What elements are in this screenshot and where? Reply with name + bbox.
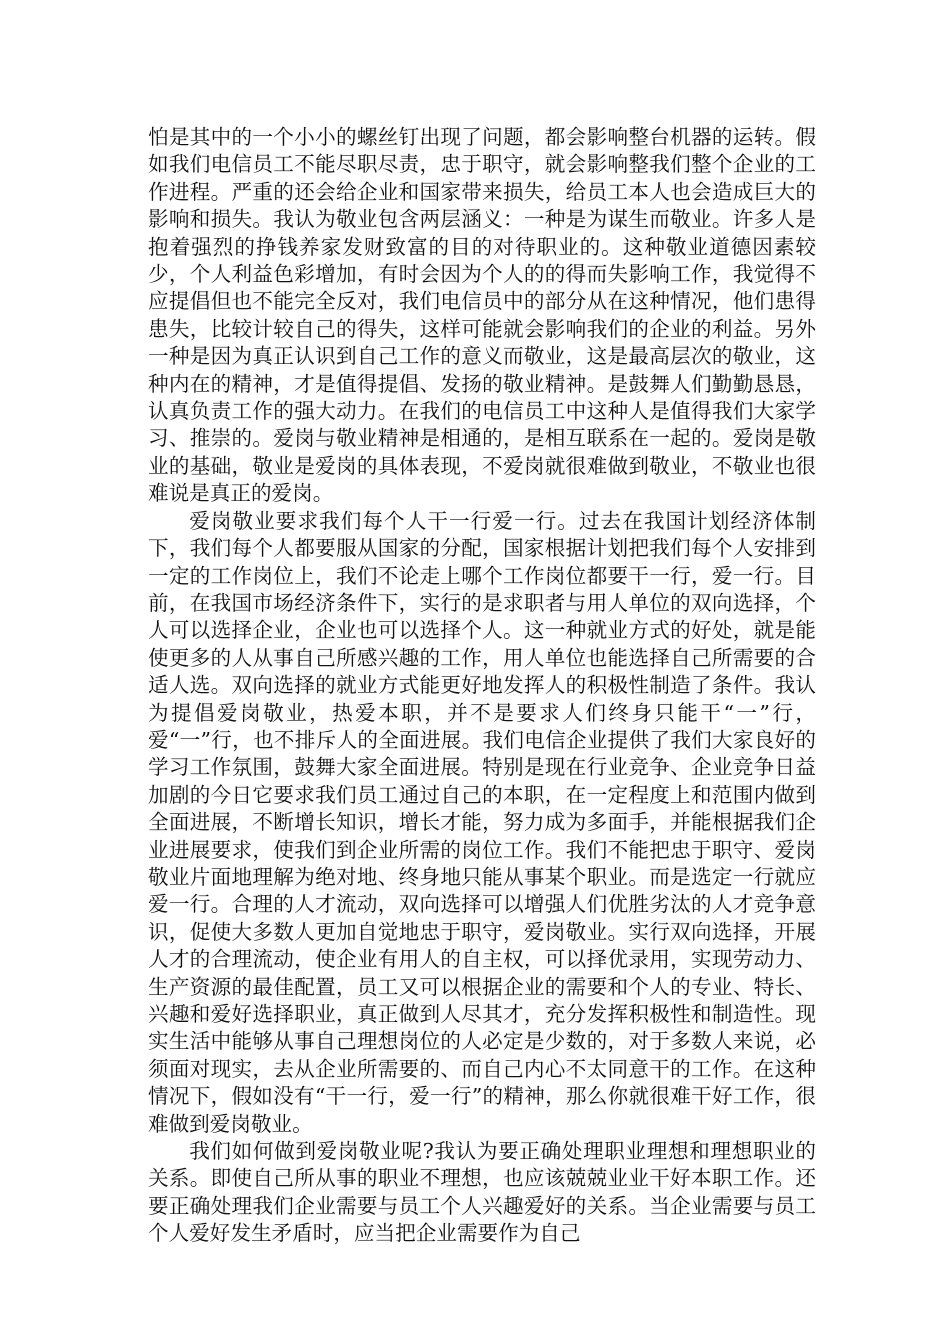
paragraph-2: 爱岗敬业要求我们每个人干一行爱一行。过去在我国计划经济体制下，我们每个人都要服从国家的分配，国家根据计划把我们每个人安排到一定的工作岗位上，我们不论走上哪个工作岗位都要干一行，爱一行。目前，在我国市场经济条件下，实行的是求职者与用人单位的双向选择，个人可以选择企业，企业也可以选择个人。这一种就业方式的好处，就是能使更多的人从事自己所感兴趣的工作，用人单位也能选择自己所需要的合适人选。双向选择的就业方式能更好地发挥人的积极性制造了条件。我认为提倡爱岗敬业，热爱本职，并不是要求人们终身只能干“一”行，爱“一”行，也不排斥人的全面进展。我们电信企业提供了我们大家良好的学习工作氛围，鼓舞大家全面进展。特别是现在行业竞争、企业竞争日益加剧的今日它要求我们员工通过自己的本职，在一定程度上和范围内做到全面进展，不断增长知识，增长才能，努力成为多面手，并能根据我们企业进展要求，使我们到企业所需的岗位工作。我们不能把忠于职守、爱岗敬业片面地理解为绝对地、终身地只能从事某个职业。而是选定一行就应爱一行。合理的人才流动，双向选择可以增强人们优胜劣汰的人才竞争意识，促使大多数人更加自觉地忠于职守，爱岗敬业。实行双向选择，开展人才的合理流动，使企业有用人的自主权，可以择优录用，实现劳动力、生产资源的最佳配置，员工又可以根据企业的需要和个人的专业、特长、兴趣和爱好选择职业，真正做到人尽其才，充分发挥积极性和制造性。现实生活中能够从事自己理想岗位的人必定是少数的，对于多数人来说，必须面对现实，去从企业所需要的、而自己内心不太同意干的工作。在这种情况下，假如没有“干一行，爱一行”的精神，那么你就很难干好工作，很难做到爱岗敬业。 — [148, 508, 816, 1136]
paragraph-3: 我们如何做到爱岗敬业呢?我认为要正确处理职业理想和理想职业的关系。即使自己所从事的职业不理想，也应该兢兢业业干好本职工作。还要正确处理我们企业需要与员工个人兴趣爱好的关系。当企业需要与员工个人爱好发生矛盾时，应当把企业需要作为自己 — [148, 1139, 816, 1246]
paragraph-1: 怕是其中的一个小小的螺丝钉出现了问题，都会影响整台机器的运转。假如我们电信员工不能尽职尽责，忠于职守，就会影响整我们整个企业的工作进程。严重的还会给企业和国家带来损失，给员工本人也会造成巨大的影响和损失。我认为敬业包含两层涵义：一种是为谋生而敬业。许多人是抱着强烈的挣钱养家发财致富的目的对待职业的。这种敬业道德因素较少，个人利益色彩增加，有时会因为个人的的得而失影响工作，我觉得不应提倡但也不能完全反对，我们电信员中的部分从在这种情况，他们患得患失，比较计较自己的得失，这样可能就会影响我们的企业的利益。另外一种是因为真正认识到自己工作的意义而敬业，这是最高层次的敬业，这种内在的精神，才是值得提倡、发扬的敬业精神。是鼓舞人们勤勤恳恳，认真负责工作的强大动力。在我们的电信员工中这种人是值得我们大家学习、推崇的。爱岗与敬业精神是相通的，是相互联系在一起的。爱岗是敬业的基础，敬业是爱岗的具体表现，不爱岗就很难做到敬业，不敬业也很难说是真正的爱岗。 — [148, 125, 816, 506]
document-body — [148, 124, 816, 1248]
